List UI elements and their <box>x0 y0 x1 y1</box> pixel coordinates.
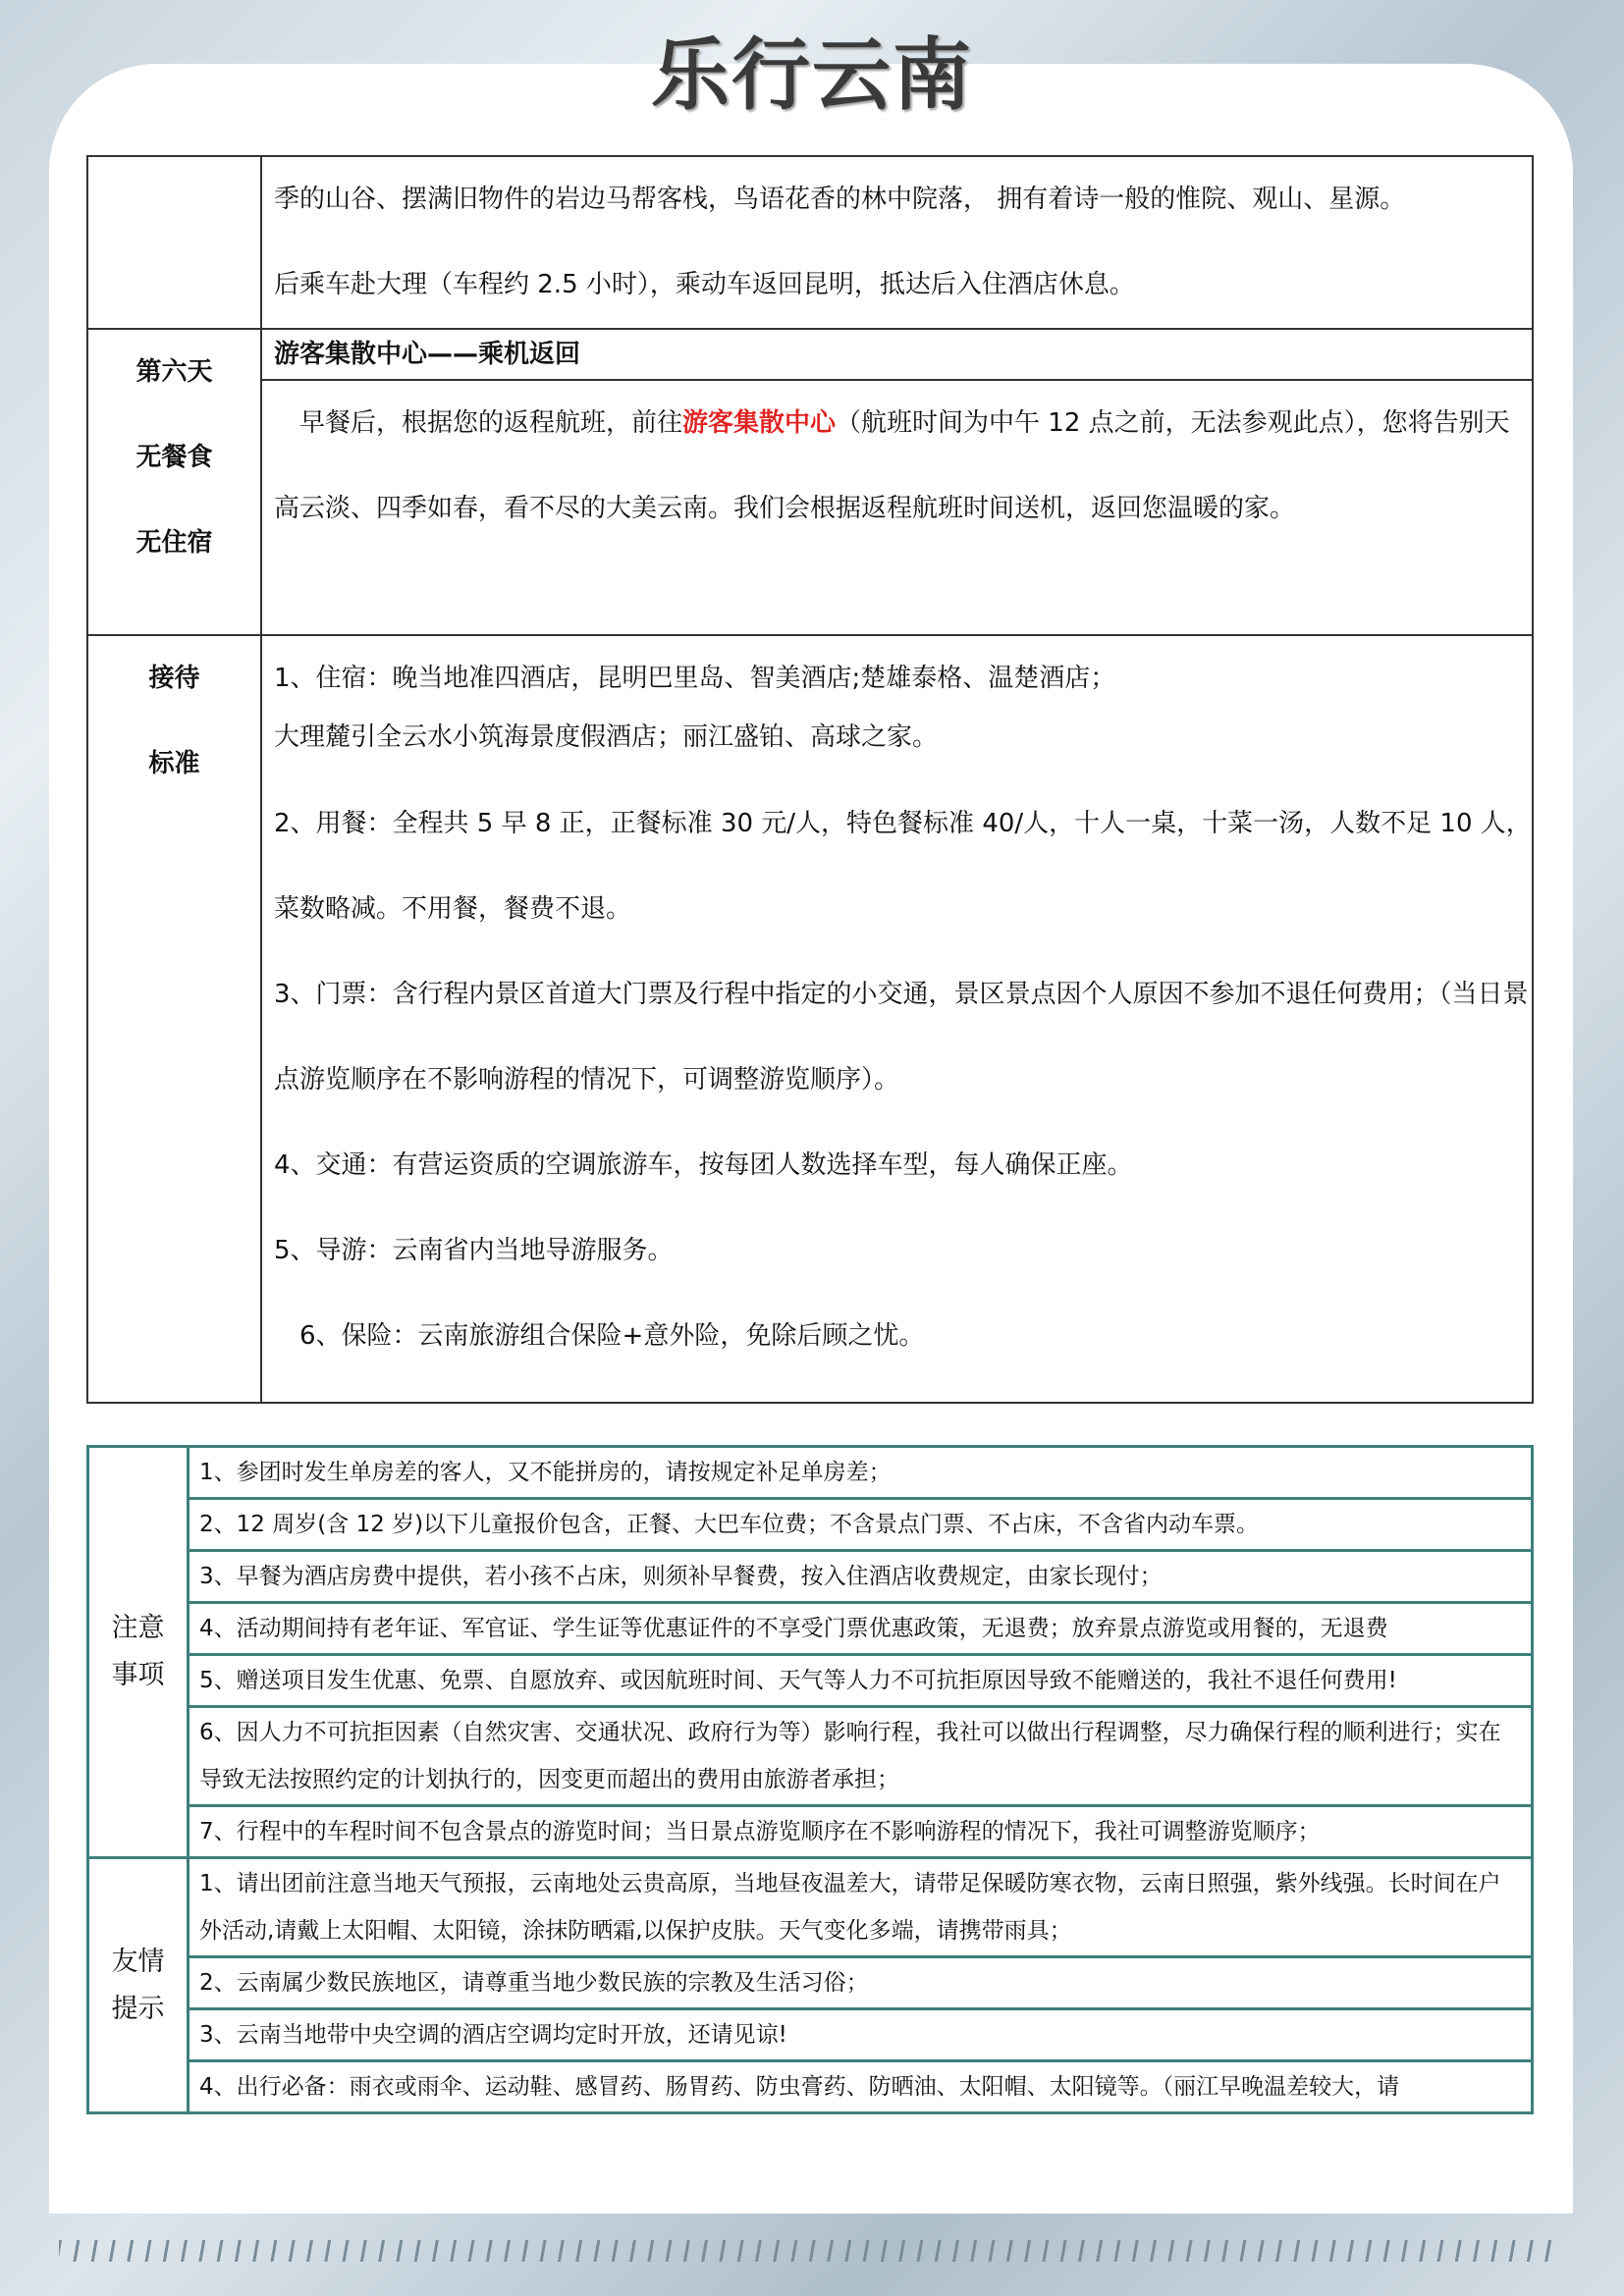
day-label: 第六天 <box>135 357 213 387</box>
day6-content-cell <box>261 329 1533 635</box>
standard-item: 2、用餐：全程共 5 早 8 正，正餐标准 30 元/人，特色餐标准 40/人，十人一桌，十菜一汤，人数不足 10 人，菜数略减。不用餐，餐费不退。 <box>274 809 1532 924</box>
itinerary-table <box>86 155 1534 1404</box>
note-item: 5、赠送项目发生优惠、免票、自愿放弃、或因航班时间、天气等人力不可抗拒原因导致不能赠送的，我社不退任何费用! <box>189 1655 1533 1707</box>
standard-item: 3、门票：含行程内景区首道大门票及行程中指定的小交通，景区景点因个人原因不参加不退任何费用；（当日景点游览顺序在不影响游程的情况下，可调整游览顺序）。 <box>274 980 1529 1095</box>
note-item: 1、参团时发生单房差的客人，又不能拼房的，请按规定补足单房差； <box>189 1447 1533 1499</box>
standard-item: 5、导游：云南省内当地导游服务。 <box>274 1236 674 1265</box>
standards-content-cell <box>261 635 1533 1403</box>
standard-item: 1、住宿：晚当地准四酒店，昆明巴里岛、智美酒店;楚雄泰格、温楚酒店； <box>274 664 1116 693</box>
tip-item: 1、请出团前注意当地天气预报，云南地处云贵高原，当地昼夜温差大，请带足保暖防寒衣物，云南日照强，紫外线强。长时间在户外活动,请戴上太阳帽、太阳镜，涂抹防晒霜,以保护皮肤。天气变化多端，请携带雨具； <box>189 1858 1533 1957</box>
text: 早餐后，根据您的返程航班，前往 <box>274 408 683 438</box>
tip-item: 3、云南当地带中央空调的酒店空调均定时开放，还请见谅! <box>189 2009 1533 2061</box>
label: 标准 <box>148 749 200 778</box>
lodging-label: 无住宿 <box>135 528 213 558</box>
text-line: 季的山谷、摆满旧物件的岩边马帮客栈，鸟语花香的林中院落， 拥有着诗一般的惟院、观山、星源。 <box>274 185 1406 214</box>
notes-table <box>86 1445 1534 2114</box>
label: 提示 <box>111 1993 165 2024</box>
day5-continued-cell <box>261 156 1533 329</box>
highlight-text: 游客集散中心 <box>682 408 837 438</box>
page-title: 乐行云南 <box>651 28 973 121</box>
note-item: 2、12 周岁(含 12 岁)以下儿童报价包含，正餐、大巴车位费；不含景点门票、不占床，不含省内动车票。 <box>189 1499 1533 1551</box>
standard-item: 大理麓引全云水小筑海景度假酒店；丽江盛铂、高球之家。 <box>274 722 939 752</box>
tip-item: 2、云南属少数民族地区，请尊重当地少数民族的宗教及生活习俗； <box>189 1957 1533 2009</box>
standard-item: 6、保险：云南旅游组合保险+意外险，免除后顾之忧。 <box>274 1321 925 1351</box>
note-item: 3、早餐为酒店房费中提供，若小孩不占床，则须补早餐费，按入住酒店收费规定，由家长现付； <box>189 1551 1533 1603</box>
tips-label-cell <box>88 1858 189 2113</box>
day6-label-cell <box>87 329 261 635</box>
standard-item: 4、交通：有营运资质的空调旅游车，按每团人数选择车型，每人确保正座。 <box>274 1150 1133 1180</box>
note-item: 7、行程中的车程时间不包含景点的游览时间；当日景点游览顺序在不影响游程的情况下，我社可调整游览顺序； <box>189 1806 1533 1858</box>
notes-label-cell <box>88 1447 189 1858</box>
decorative-strip <box>59 2240 1561 2262</box>
text: （航班时间为中午 12 点之前，无法参观此点），您将告别天高云淡、四季如春，看不尽的大美云南。我们会根据返程航班时间送机，返回您温暖的家。 <box>274 408 1510 523</box>
standards-label-cell <box>87 635 261 1403</box>
tip-item: 4、出行必备：雨衣或雨伞、运动鞋、感冒药、肠胃药、防虫膏药、防晒油、太阳帽、太阳镜等。（丽江早晚温差较大，请 <box>189 2061 1533 2113</box>
label: 友情 <box>111 1946 165 1977</box>
text-line: 后乘车赴大理（车程约 2.5 小时），乘动车返回昆明，抵达后入住酒店休息。 <box>274 270 1135 299</box>
note-item: 6、因人力不可抗拒因素（自然灾害、交通状况、政府行为等）影响行程，我社可以做出行程调整，尽力确保行程的顺利进行；实在导致无法按照约定的计划执行的，因变更而超出的费用由旅游者承担； <box>189 1707 1533 1806</box>
meal-label: 无餐食 <box>135 443 213 472</box>
empty-label-cell <box>87 156 261 329</box>
day6-text <box>262 381 1532 552</box>
note-item: 4、活动期间持有老年证、军官证、学生证等优惠证件的不享受门票优惠政策，无退费；放弃景点游览或用餐的，无退费 <box>189 1603 1533 1655</box>
label: 注意 <box>111 1613 165 1643</box>
label: 接待 <box>148 664 200 693</box>
day6-heading: 游客集散中心——乘机返回 <box>262 330 1532 381</box>
label: 事项 <box>111 1660 165 1690</box>
